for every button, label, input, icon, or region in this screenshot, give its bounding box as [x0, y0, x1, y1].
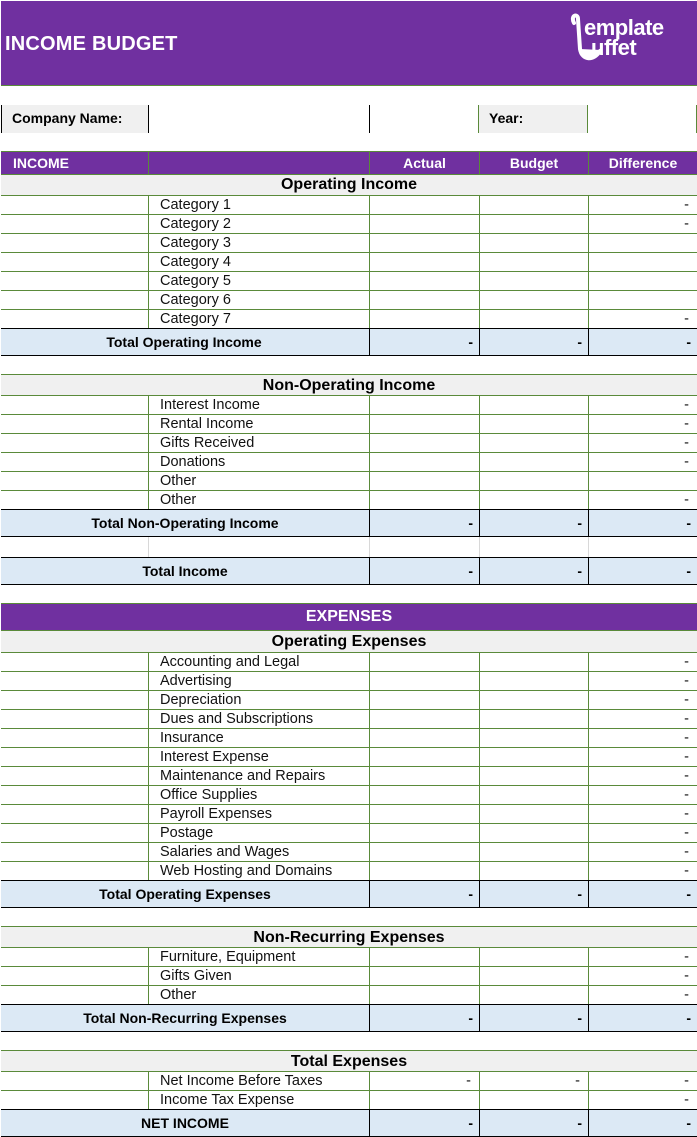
total-actual: - [369, 881, 479, 907]
row-label: Insurance [148, 729, 369, 747]
row-label: Web Hosting and Domains [148, 862, 369, 881]
total-budget: - [479, 881, 588, 907]
budget-cell[interactable] [479, 472, 588, 490]
total-budget: - [479, 558, 588, 584]
row-label: Donations [148, 453, 369, 471]
actual-cell[interactable] [369, 729, 479, 747]
difference-cell: - [588, 824, 697, 842]
budget-cell[interactable] [479, 253, 588, 271]
actual-cell[interactable] [369, 691, 479, 709]
budget-cell[interactable] [479, 786, 588, 804]
row-spacer-cell [1, 253, 148, 271]
row-label: Accounting and Legal [148, 653, 369, 671]
row-label: Other [148, 491, 369, 510]
row-label: Salaries and Wages [148, 843, 369, 861]
difference-cell: - [588, 1072, 697, 1090]
table-row [1, 786, 697, 805]
difference-cell: - [588, 786, 697, 804]
difference-cell [588, 234, 697, 252]
company-name-field[interactable] [149, 105, 369, 133]
row-spacer-cell [1, 691, 148, 709]
total-actual: - [369, 1005, 479, 1031]
income-header-blank [148, 152, 369, 174]
row-spacer-cell [1, 310, 148, 329]
total-budget: - [479, 329, 588, 355]
actual-cell[interactable] [369, 272, 479, 290]
row-spacer-cell [1, 434, 148, 452]
column-header-actual: Actual [369, 152, 479, 174]
table-row [1, 691, 697, 710]
company-name-label: Company Name: [2, 105, 149, 133]
total-difference: - [588, 558, 697, 584]
budget-cell[interactable] [479, 291, 588, 309]
budget-cell[interactable] [479, 396, 588, 414]
page-header [1, 1, 697, 86]
difference-cell: - [588, 491, 697, 510]
row-label: Rental Income [148, 415, 369, 433]
row-spacer-cell [1, 824, 148, 842]
table-row [1, 491, 697, 510]
difference-cell: - [588, 215, 697, 233]
table-row [1, 862, 697, 881]
section-title-text: Total Expenses [290, 1053, 408, 1070]
row-label: Advertising [148, 672, 369, 690]
total-difference: - [588, 1005, 697, 1031]
actual-cell[interactable] [369, 824, 479, 842]
actual-cell[interactable] [369, 767, 479, 785]
year-group [478, 105, 697, 133]
row-spacer-cell [1, 672, 148, 690]
net-income-row [1, 1109, 697, 1137]
budget-cell[interactable] [479, 310, 588, 329]
row-label: Office Supplies [148, 786, 369, 804]
row-spacer-cell [1, 710, 148, 728]
total-non-recurring-expenses-row [1, 1004, 697, 1032]
actual-cell[interactable] [369, 1091, 479, 1110]
row-spacer-cell [1, 1091, 148, 1110]
difference-cell: - [588, 967, 697, 985]
budget-cell[interactable] [479, 196, 588, 214]
budget-cell[interactable] [479, 672, 588, 690]
table-row [1, 672, 697, 691]
row-spacer-cell [1, 491, 148, 510]
total-label: Total Non-Operating Income [91, 515, 279, 531]
difference-cell: - [588, 767, 697, 785]
actual-cell[interactable] [369, 862, 479, 881]
table-row [1, 272, 697, 291]
actual-cell[interactable] [369, 196, 479, 214]
net-income-label: NET INCOME [141, 1115, 229, 1131]
section-title-text: Non-Recurring Expenses [253, 929, 445, 946]
difference-cell: - [588, 310, 697, 329]
table-row [1, 948, 697, 967]
table-row [1, 472, 697, 491]
spacer-row [1, 537, 697, 558]
actual-cell[interactable] [369, 805, 479, 823]
budget-cell[interactable] [479, 767, 588, 785]
budget-cell[interactable] [479, 215, 588, 233]
income-header-row [1, 151, 697, 175]
row-label: Category 6 [148, 291, 369, 309]
row-spacer-cell [1, 986, 148, 1005]
row-spacer-cell [1, 234, 148, 252]
logo-text-line1: emplate [584, 15, 664, 40]
table-row [1, 434, 697, 453]
row-label: Payroll Expenses [148, 805, 369, 823]
logo-text-line2: uffet [591, 35, 637, 60]
difference-cell: - [588, 653, 697, 671]
table-row [1, 967, 697, 986]
difference-cell: - [588, 1091, 697, 1110]
spacer-cell [1, 537, 148, 558]
table-row [1, 253, 697, 272]
row-label: Interest Expense [148, 748, 369, 766]
row-label: Gifts Received [148, 434, 369, 452]
actual-cell: - [369, 1072, 479, 1090]
budget-cell[interactable] [479, 1091, 588, 1110]
row-label: Dues and Subscriptions [148, 710, 369, 728]
expenses-header-row [1, 603, 697, 631]
budget-cell[interactable] [479, 272, 588, 290]
actual-cell[interactable] [369, 786, 479, 804]
table-row [1, 1072, 697, 1091]
income-header-label: INCOME [13, 155, 69, 171]
column-header-budget: Budget [479, 152, 588, 174]
row-label: Other [148, 986, 369, 1005]
budget-cell[interactable] [479, 986, 588, 1005]
actual-cell[interactable] [369, 710, 479, 728]
difference-cell [588, 272, 697, 290]
total-difference: - [588, 510, 697, 536]
actual-cell[interactable] [369, 843, 479, 861]
budget-cell[interactable] [479, 748, 588, 766]
actual-cell[interactable] [369, 491, 479, 510]
actual-cell[interactable] [369, 253, 479, 271]
budget-cell[interactable] [479, 653, 588, 671]
row-spacer-cell [1, 729, 148, 747]
difference-cell: - [588, 843, 697, 861]
table-row [1, 824, 697, 843]
section-title-text: Operating Expenses [271, 633, 427, 650]
difference-cell [588, 291, 697, 309]
row-spacer-cell [1, 453, 148, 471]
table-row [1, 748, 697, 767]
table-row [1, 415, 697, 434]
row-label: Maintenance and Repairs [148, 767, 369, 785]
budget-cell[interactable] [479, 234, 588, 252]
actual-cell[interactable] [369, 672, 479, 690]
row-label: Category 5 [148, 272, 369, 290]
brand-logo [564, 13, 694, 69]
difference-cell [588, 472, 697, 490]
row-spacer-cell [1, 196, 148, 214]
total-label: Total Income [142, 563, 228, 579]
column-header-difference: Difference [588, 152, 697, 174]
row-spacer-cell [1, 272, 148, 290]
difference-cell: - [588, 415, 697, 433]
net-income-budget: - [479, 1110, 588, 1136]
difference-cell: - [588, 396, 697, 414]
budget-cell[interactable] [479, 491, 588, 510]
total-difference: - [588, 329, 697, 355]
actual-cell[interactable] [369, 986, 479, 1005]
budget-cell[interactable] [479, 710, 588, 728]
section-title-text: Operating Income [280, 176, 418, 193]
total-label: Total Operating Income [106, 334, 262, 350]
section-title-non-recurring-expenses [1, 926, 697, 948]
budget-cell[interactable] [479, 948, 588, 966]
row-label: Income Tax Expense [148, 1091, 369, 1110]
row-label: Other [148, 472, 369, 490]
actual-cell[interactable] [369, 967, 479, 985]
year-field[interactable] [588, 105, 696, 133]
difference-cell [588, 253, 697, 271]
row-label: Net Income Before Taxes [148, 1072, 369, 1090]
row-spacer-cell [1, 1072, 148, 1090]
row-spacer-cell [1, 786, 148, 804]
table-row [1, 805, 697, 824]
budget-cell[interactable] [479, 434, 588, 452]
actual-cell[interactable] [369, 396, 479, 414]
spacer-cell [588, 537, 697, 558]
section-title-text: Non-Operating Income [262, 377, 436, 394]
total-actual: - [369, 329, 479, 355]
table-row [1, 843, 697, 862]
budget-cell[interactable] [479, 862, 588, 881]
total-actual: - [369, 558, 479, 584]
actual-cell[interactable] [369, 748, 479, 766]
spacer-cell [148, 537, 369, 558]
table-row [1, 453, 697, 472]
table-row [1, 291, 697, 310]
total-actual: - [369, 510, 479, 536]
total-budget: - [479, 510, 588, 536]
table-row [1, 310, 697, 329]
section-title-operating-expenses [1, 631, 697, 653]
difference-cell: - [588, 805, 697, 823]
budget-cell[interactable] [479, 805, 588, 823]
row-spacer-cell [1, 396, 148, 414]
actual-cell[interactable] [369, 291, 479, 309]
table-row [1, 986, 697, 1005]
row-spacer-cell [1, 748, 148, 766]
actual-cell[interactable] [369, 472, 479, 490]
budget-cell[interactable] [479, 824, 588, 842]
budget-cell[interactable] [479, 843, 588, 861]
difference-cell: - [588, 434, 697, 452]
row-label: Category 4 [148, 253, 369, 271]
total-difference: - [588, 881, 697, 907]
row-label: Category 2 [148, 215, 369, 233]
actual-cell[interactable] [369, 415, 479, 433]
row-spacer-cell [1, 843, 148, 861]
row-label: Depreciation [148, 691, 369, 709]
difference-cell: - [588, 710, 697, 728]
section-title-total-expenses [1, 1050, 697, 1072]
row-label: Category 3 [148, 234, 369, 252]
row-spacer-cell [1, 215, 148, 233]
table-row [1, 396, 697, 415]
budget-cell[interactable] [479, 729, 588, 747]
table-row [1, 653, 697, 672]
budget-cell[interactable] [479, 453, 588, 471]
budget-cell[interactable] [479, 691, 588, 709]
total-operating-income-row [1, 328, 697, 356]
section-title-non-operating-income [1, 374, 697, 396]
total-income-row [1, 557, 697, 585]
page-title: INCOME BUDGET [5, 33, 178, 55]
row-spacer-cell [1, 948, 148, 966]
table-row [1, 710, 697, 729]
row-spacer-cell [1, 805, 148, 823]
row-spacer-cell [1, 967, 148, 985]
budget-cell[interactable] [479, 967, 588, 985]
row-label: Category 7 [148, 310, 369, 329]
company-name-group [1, 105, 370, 133]
expenses-header-label: EXPENSES [305, 608, 393, 625]
total-label: Total Operating Expenses [99, 886, 271, 902]
difference-cell: - [588, 672, 697, 690]
table-row [1, 196, 697, 215]
difference-cell: - [588, 986, 697, 1005]
section-title-operating-income [1, 175, 697, 196]
table-row [1, 729, 697, 748]
actual-cell[interactable] [369, 215, 479, 233]
total-operating-expenses-row [1, 880, 697, 908]
row-spacer-cell [1, 415, 148, 433]
row-label: Category 1 [148, 196, 369, 214]
total-budget: - [479, 1005, 588, 1031]
table-row [1, 215, 697, 234]
row-label: Gifts Given [148, 967, 369, 985]
difference-cell: - [588, 453, 697, 471]
year-label: Year: [479, 105, 588, 133]
total-label: Total Non-Recurring Expenses [83, 1010, 287, 1026]
net-income-actual: - [369, 1110, 479, 1136]
difference-cell: - [588, 196, 697, 214]
difference-cell: - [588, 691, 697, 709]
total-non-operating-income-row [1, 509, 697, 537]
row-spacer-cell [1, 862, 148, 881]
actual-cell[interactable] [369, 948, 479, 966]
row-label: Postage [148, 824, 369, 842]
actual-cell[interactable] [369, 653, 479, 671]
actual-cell[interactable] [369, 234, 479, 252]
difference-cell: - [588, 748, 697, 766]
row-spacer-cell [1, 767, 148, 785]
budget-cell[interactable] [479, 415, 588, 433]
table-row [1, 767, 697, 786]
spacer-cell [369, 537, 479, 558]
net-income-difference: - [588, 1110, 697, 1136]
row-spacer-cell [1, 653, 148, 671]
difference-cell: - [588, 948, 697, 966]
actual-cell[interactable] [369, 434, 479, 452]
row-label: Furniture, Equipment [148, 948, 369, 966]
row-label: Interest Income [148, 396, 369, 414]
row-spacer-cell [1, 291, 148, 309]
spacer-cell [479, 537, 588, 558]
difference-cell: - [588, 862, 697, 881]
table-row [1, 234, 697, 253]
actual-cell[interactable] [369, 453, 479, 471]
table-row [1, 1091, 697, 1110]
difference-cell: - [588, 729, 697, 747]
actual-cell[interactable] [369, 310, 479, 329]
row-spacer-cell [1, 472, 148, 490]
budget-cell: - [479, 1072, 588, 1090]
